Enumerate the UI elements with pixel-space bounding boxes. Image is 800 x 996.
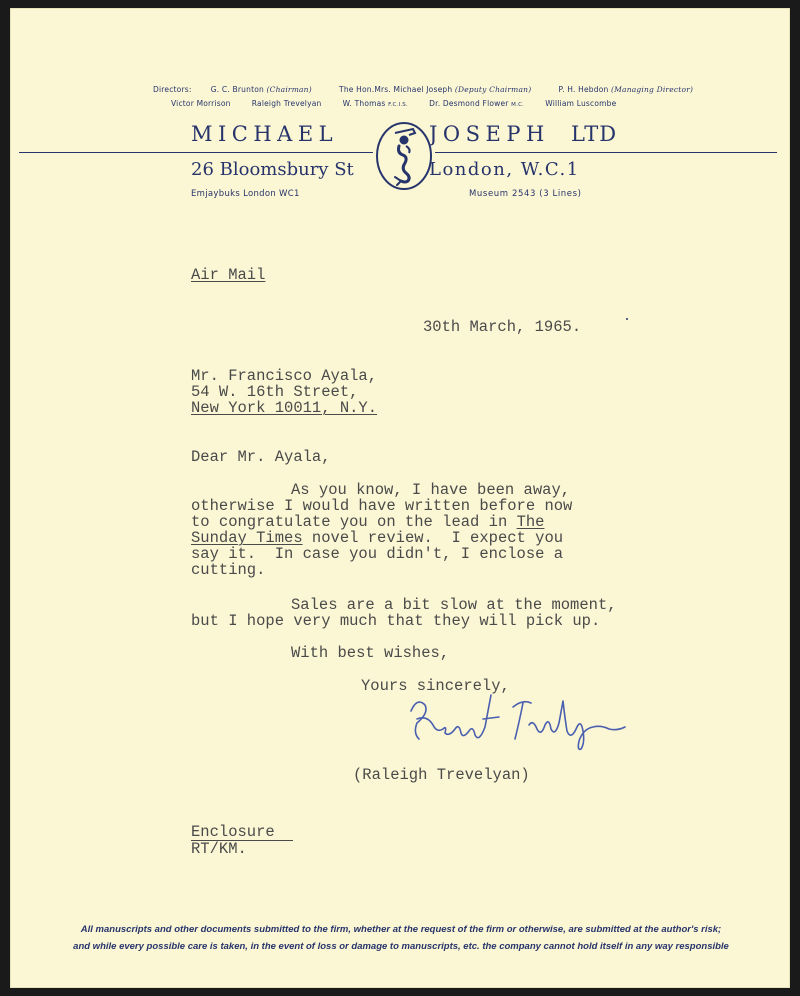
- director-3-role: (Managing Director): [611, 85, 694, 94]
- recipient-line-1: Mr. Francisco Ayala,: [191, 367, 378, 385]
- director-7: Dr. Desmond Flower: [429, 99, 509, 108]
- director-2: The Hon.Mrs. Michael Joseph: [339, 85, 453, 94]
- paragraph-2-line-2: but I hope very much that they will pick up.: [191, 612, 601, 630]
- footer-line-1: All manuscripts and other documents submitted to the firm, whether at the request of the firm or otherwise, are submitted at the author's risk;: [80, 924, 722, 935]
- recipient-line-2: 54 W. 16th Street,: [191, 383, 359, 401]
- director-6-suffix: F.C.I.S.: [388, 102, 408, 108]
- phone-number: Museum 2543 (3 Lines): [469, 189, 582, 199]
- mermaid-logo-icon: [373, 119, 435, 193]
- salutation: Dear Mr. Ayala,: [191, 448, 331, 466]
- director-6: W. Thomas: [342, 99, 386, 108]
- paragraph-1-line-1: As you know, I have been away,: [291, 481, 571, 499]
- newspaper-title-part-2: Sunday Times: [191, 529, 303, 547]
- telegram-address: Emjaybuks London WC1: [191, 189, 300, 199]
- letterhead-rule-right: [435, 152, 777, 153]
- directors-row-1: [153, 85, 693, 94]
- address-left: 26 Bloomsbury St: [191, 159, 354, 180]
- paragraph-1-line-5: say it. In case you didn't, I enclose a: [191, 545, 564, 563]
- directors-row-2: [171, 99, 616, 108]
- paragraph-1-line-4-text: novel review. I expect you: [302, 529, 564, 547]
- directors-label: Directors:: [153, 85, 192, 94]
- newspaper-title-part-1: The: [516, 513, 545, 531]
- director-7-suffix: M.C.: [511, 102, 525, 108]
- typed-signature-name: (Raleigh Trevelyan): [353, 766, 530, 784]
- director-2-role: (Deputy Chairman): [454, 85, 532, 94]
- paragraph-1-line-3-text: to congratulate you on the lead in: [191, 513, 517, 531]
- director-1-role: (Chairman): [266, 85, 312, 94]
- director-1: G. C. Brunton: [210, 85, 264, 94]
- letter-page: [10, 8, 790, 988]
- enclosure-label: Enclosure: [191, 823, 275, 841]
- company-name-right: JOSEPH: [429, 122, 550, 146]
- director-8: William Luscombe: [545, 99, 617, 108]
- letterhead-rule-left: [19, 152, 373, 153]
- director-3: P. H. Hebdon: [558, 85, 609, 94]
- recipient-line-3: New York 10011, N.Y.: [191, 399, 378, 417]
- closing-yours-sincerely: Yours sincerely,: [361, 677, 510, 695]
- closing-best-wishes: With best wishes,: [291, 644, 450, 662]
- handwritten-signature: [403, 689, 633, 751]
- company-ltd: LTD: [571, 122, 618, 146]
- footer-line-2: and while every possible care is taken, in the event of loss or damage to manuscripts, etc. the company cannot hold itself in any way responsible: [73, 941, 729, 952]
- company-name-left: MICHAEL: [191, 122, 339, 146]
- paragraph-2-line-1: Sales are a bit slow at the moment,: [291, 596, 617, 614]
- paragraph-1-line-6: cutting.: [191, 561, 266, 579]
- reference-initials: RT/KM.: [191, 840, 247, 858]
- address-right: London, W.C.1: [429, 159, 580, 180]
- director-5: Raleigh Trevelyan: [251, 99, 322, 108]
- paragraph-1-line-2: otherwise I would have written before now: [191, 497, 573, 515]
- director-4: Victor Morrison: [171, 99, 231, 108]
- air-mail-label: Air Mail: [191, 266, 266, 284]
- letter-date: 30th March, 1965.: [423, 318, 582, 336]
- ink-dot: [626, 318, 628, 320]
